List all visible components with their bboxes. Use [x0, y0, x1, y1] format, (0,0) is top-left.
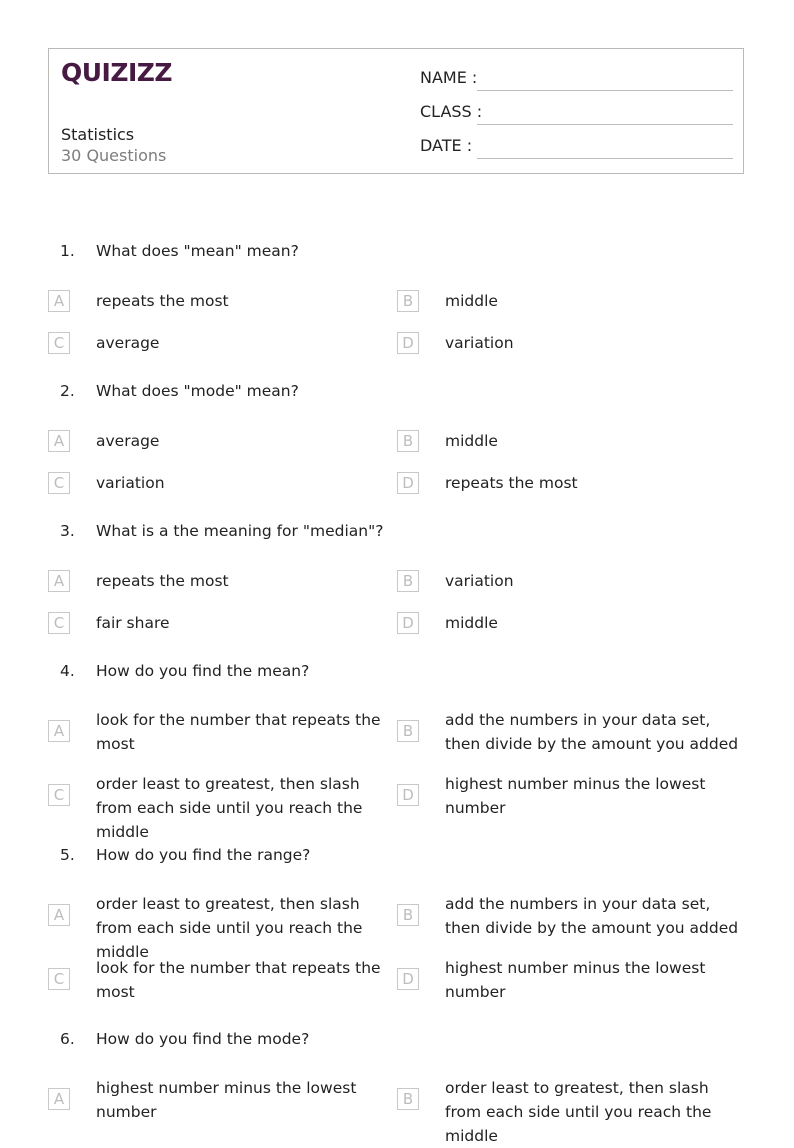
option-text: look for the number that repeats the most [96, 711, 381, 753]
option-box[interactable]: D [397, 472, 419, 494]
option-text: repeats the most [445, 474, 578, 492]
option-text: highest number minus the lowest number [96, 1079, 357, 1121]
option-text: variation [96, 474, 165, 492]
question-text: How do you find the mode? [96, 1030, 310, 1048]
question-number: 1. [60, 242, 75, 260]
option-text: repeats the most [96, 292, 229, 310]
option-text: order least to greatest, then slash from each side until you reach the middle [96, 895, 363, 961]
option-text: order least to greatest, then slash from each side until you reach the middle [445, 1079, 712, 1145]
option-box[interactable]: B [397, 290, 419, 312]
question-text: What does "mean" mean? [96, 242, 299, 260]
question-text: What does "mode" mean? [96, 382, 299, 400]
option-box[interactable]: B [397, 430, 419, 452]
option-text: variation [445, 334, 514, 352]
option-text: add the numbers in your data set, then divide by the amount you added [445, 711, 739, 753]
option-box[interactable]: C [48, 472, 70, 494]
option-box[interactable]: A [48, 290, 70, 312]
option-box[interactable]: A [48, 904, 70, 926]
worksheet-subject: Statistics [61, 125, 135, 144]
question-text: What is a the meaning for "median"? [96, 522, 384, 540]
question-text: How do you find the mean? [96, 662, 310, 680]
option-text: repeats the most [96, 572, 229, 590]
question-number: 4. [60, 662, 75, 680]
question-number: 2. [60, 382, 75, 400]
option-text: look for the number that repeats the most [96, 959, 381, 1001]
option-box[interactable]: C [48, 612, 70, 634]
option-box[interactable]: D [397, 332, 419, 354]
name-line [477, 90, 733, 91]
option-box[interactable]: A [48, 570, 70, 592]
class-label: CLASS : [420, 102, 483, 121]
option-box[interactable]: D [397, 612, 419, 634]
option-text: middle [445, 614, 498, 632]
option-box[interactable]: B [397, 1088, 419, 1110]
quizizz-logo: QUIZIZZ [61, 58, 173, 87]
option-box[interactable]: A [48, 430, 70, 452]
option-text: highest number minus the lowest number [445, 959, 706, 1001]
option-box[interactable]: D [397, 968, 419, 990]
option-text: average [96, 432, 160, 450]
question-number: 5. [60, 846, 75, 864]
option-box[interactable]: C [48, 784, 70, 806]
option-text: add the numbers in your data set, then divide by the amount you added [445, 895, 739, 937]
question-count: 30 Questions [61, 146, 167, 165]
class-line [477, 124, 733, 125]
question-number: 3. [60, 522, 75, 540]
name-label: NAME : [420, 68, 478, 87]
option-text: fair share [96, 614, 170, 632]
option-text: middle [445, 292, 498, 310]
option-text: highest number minus the lowest number [445, 775, 706, 817]
option-box[interactable]: C [48, 968, 70, 990]
worksheet-header [48, 48, 744, 174]
option-text: order least to greatest, then slash from each side until you reach the middle [96, 775, 363, 841]
date-label: DATE : [420, 136, 473, 155]
question-number: 6. [60, 1030, 75, 1048]
option-box[interactable]: B [397, 720, 419, 742]
date-line [477, 158, 733, 159]
option-box[interactable]: B [397, 904, 419, 926]
option-box[interactable]: B [397, 570, 419, 592]
option-text: average [96, 334, 160, 352]
question-text: How do you find the range? [96, 846, 311, 864]
option-box[interactable]: A [48, 720, 70, 742]
option-box[interactable]: C [48, 332, 70, 354]
option-text: middle [445, 432, 498, 450]
option-text: variation [445, 572, 514, 590]
option-box[interactable]: D [397, 784, 419, 806]
option-box[interactable]: A [48, 1088, 70, 1110]
